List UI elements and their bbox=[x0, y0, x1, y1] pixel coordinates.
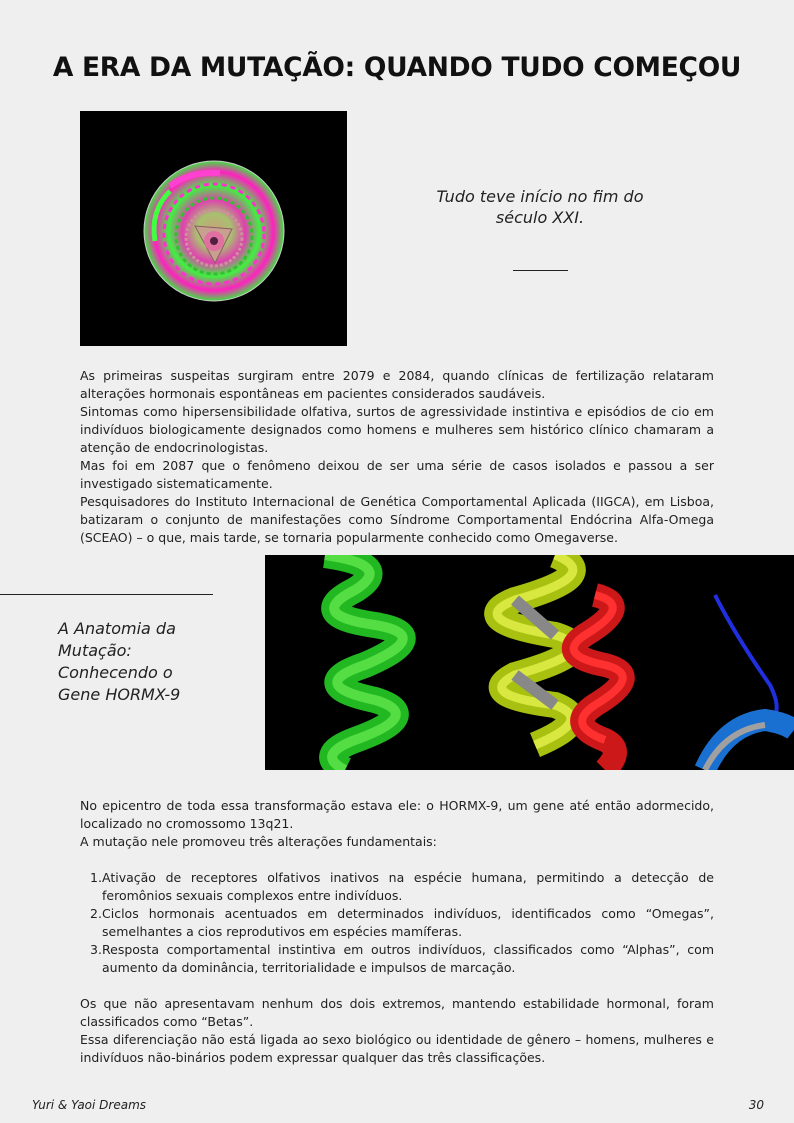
intro-quote-line2: século XXI. bbox=[495, 208, 585, 227]
paragraph-gene bbox=[80, 797, 714, 851]
paragraph-classification bbox=[80, 995, 714, 1067]
paragraph-line: Mas foi em 2087 que o fenômeno deixou de ser uma série de casos isolados e passou a ser investigado sistematicamente. bbox=[80, 458, 714, 491]
list-item-text: Ciclos hormonais acentuados em determinados indivíduos, identificados como “Omegas”, semelhantes a cios reprodutivos em espécies mamíferas. bbox=[102, 906, 714, 939]
list-item bbox=[80, 941, 714, 977]
list-number: 2. bbox=[90, 906, 102, 921]
list-item bbox=[80, 869, 714, 905]
protein-helix-illustration bbox=[265, 555, 794, 770]
mutation-list bbox=[80, 869, 714, 977]
list-number: 1. bbox=[90, 870, 102, 885]
list-item-text: Resposta comportamental instintiva em outros indivíduos, classificados como “Alphas”, com aumento da dominância, territorialidade e impulsos de marcação. bbox=[102, 942, 714, 975]
page-title: A ERA DA MUTAÇÃO: QUANDO TUDO COMEÇOU bbox=[52, 52, 742, 83]
paragraph-line: Sintomas como hipersensibilidade olfativa, surtos de agressividade instintiva e episódios de cio em indivíduos biologicamente designados como homens e mulheres sem histórico clínico chamaram a atenção de endocrinologistas. bbox=[80, 404, 714, 455]
paragraph-history bbox=[80, 367, 714, 547]
section-divider bbox=[0, 594, 213, 595]
intro-quote-line1: Tudo teve início no fim do bbox=[436, 187, 644, 206]
paragraph-line: No epicentro de toda essa transformação estava ele: o HORMX-9, um gene até então adormecido, localizado no cromossomo 13q21. bbox=[80, 798, 714, 831]
paragraph-line: Pesquisadores do Instituto Internacional de Genética Comportamental Aplicada (IIGCA), em Lisboa, batizaram o conjunto de manifestações como Síndrome Comportamental Endócrina Alfa-Omega (SCEAO) – o que, mais tarde, se tornaria popularmente conhecido como Omegaverse. bbox=[80, 494, 714, 545]
list-number: 3. bbox=[90, 942, 102, 957]
page-number: 30 bbox=[748, 1098, 764, 1112]
paragraph-line: Os que não apresentavam nenhum dos dois extremos, mantendo estabilidade hormonal, foram classificados como “Betas”. bbox=[80, 996, 714, 1029]
footer-publication: Yuri & Yaoi Dreams bbox=[32, 1098, 147, 1112]
fractal-illustration bbox=[80, 111, 347, 346]
list-item-text: Ativação de receptores olfativos inativos na espécie humana, permitindo a detecção de feromônios sexuais complexos entre indivíduos. bbox=[102, 870, 714, 903]
intro-quote bbox=[430, 186, 650, 228]
list-item bbox=[80, 905, 714, 941]
quote-divider bbox=[513, 270, 568, 271]
paragraph-line: A mutação nele promoveu três alterações fundamentais: bbox=[80, 834, 437, 849]
section-heading: A Anatomia da Mutação: Conhecendo o Gene HORMX-9 bbox=[58, 619, 181, 704]
fractal-image bbox=[80, 111, 347, 346]
protein-helix-image bbox=[265, 555, 794, 770]
paragraph-line: As primeiras suspeitas surgiram entre 2079 e 2084, quando clínicas de fertilização relataram alterações hormonais espontâneas em pacientes considerados saudáveis. bbox=[80, 368, 714, 401]
paragraph-line: Essa diferenciação não está ligada ao sexo biológico ou identidade de gênero – homens, mulheres e indivíduos não-binários podem expressar qualquer das três classificações. bbox=[80, 1032, 714, 1065]
